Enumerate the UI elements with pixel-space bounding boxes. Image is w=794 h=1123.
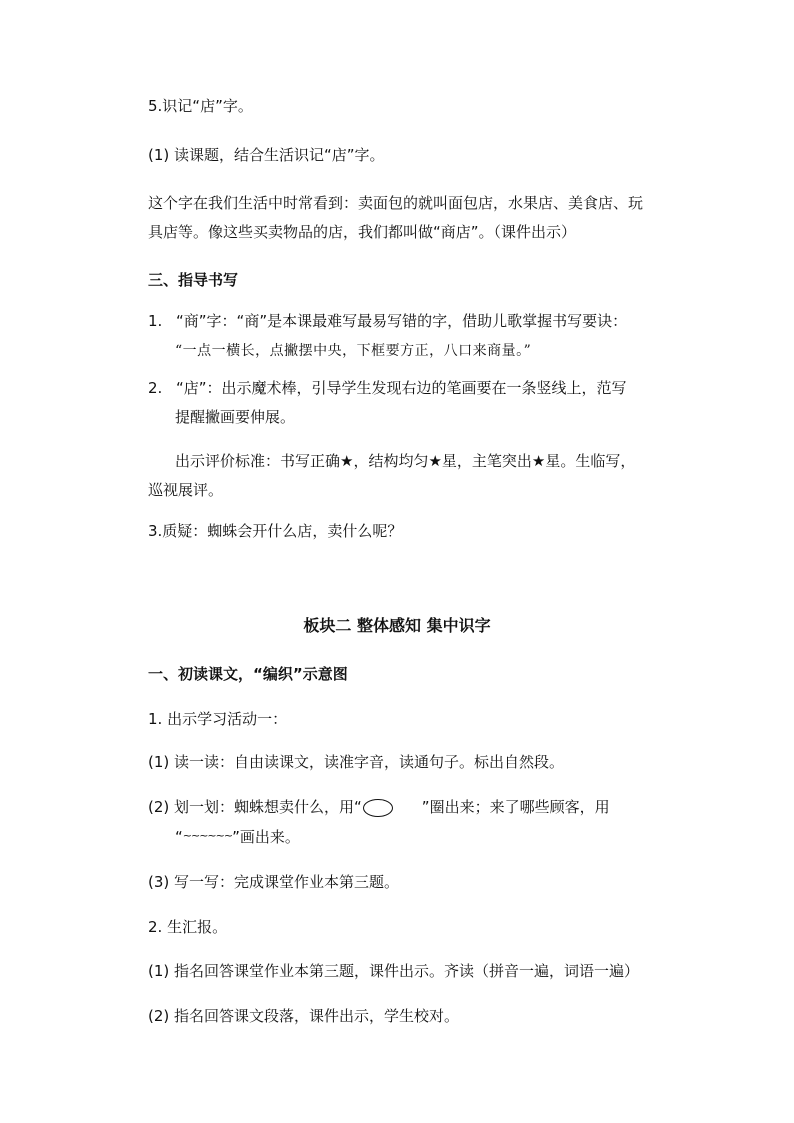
evaluation-criteria-line2: 巡视展评。 bbox=[148, 481, 224, 499]
list-item-dian-line1: “店”：出示魔术棒，引导学生发现右边的笔画要在一条竖线上，范写 bbox=[176, 379, 627, 397]
list-item-dian bbox=[148, 378, 627, 398]
wavy-underline-mark-icon: ~~~~~~ bbox=[182, 829, 233, 842]
activity-mark-part1: (2) 划一划：蜘蛛想卖什么，用“ bbox=[148, 798, 362, 816]
list-item-shang-rhyme: “一点一横长，点撇摆中央，下框要方正，八口来商量。” bbox=[175, 343, 532, 359]
paragraph-dian-explain-line1: 这个字在我们生活中时常看到：卖面包的就叫面包店，水果店、美食店、玩 bbox=[148, 194, 644, 212]
activity-mark-line2 bbox=[175, 826, 300, 847]
activity-mark bbox=[148, 797, 610, 817]
section-title-block-two: 板块二 整体感知 集中识字 bbox=[303, 616, 491, 635]
list-item-shang bbox=[148, 311, 627, 331]
report-item-two: (2) 指名回答课文段落，课件出示，学生校对。 bbox=[148, 1007, 460, 1025]
activity-write: (3) 写一写：完成课堂作业本第三题。 bbox=[148, 873, 400, 891]
evaluation-criteria-line1: 出示评价标准：书写正确★，结构均匀★星，主笔突出★星。生临写， bbox=[175, 452, 636, 470]
activity-read: (1) 读一读：自由读课文，读准字音，读通句子。标出自然段。 bbox=[148, 753, 565, 771]
list-number: 1. bbox=[148, 312, 163, 330]
paragraph-shi-ji-dian: 5.识记“店”字。 bbox=[148, 97, 253, 115]
report-item-one: (1) 指名回答课堂作业本第三题，课件出示。齐读（拼音一遍，词语一遍） bbox=[148, 962, 640, 980]
heading-zhi-dao-shu-xie: 三、指导书写 bbox=[148, 271, 239, 289]
paragraph-sheng-hui-bao: 2. 生汇报。 bbox=[148, 918, 228, 936]
heading-chu-du-ke-wen: 一、初读课文，“编织”示意图 bbox=[148, 665, 348, 683]
activity-mark-line2-text: ”画出来。 bbox=[232, 828, 300, 846]
list-item-shang-line1: “商”字：“商”是本课最难写最易写错的字，借助儿歌掌握书写要诀： bbox=[176, 312, 628, 330]
activity-mark-part2: ”圈出来；来了哪些顾客，用 bbox=[421, 798, 610, 816]
circle-mark-icon bbox=[363, 799, 393, 817]
paragraph-du-ke-ti: (1) 读课题，结合生活识记“店”字。 bbox=[148, 146, 385, 164]
quote-open: “ bbox=[175, 828, 183, 846]
paragraph-dian-explain-line2: 具店等。像这些买卖物品的店，我们都叫做“商店”。（课件出示） bbox=[148, 223, 577, 241]
paragraph-zhi-yi: 3.质疑：蜘蛛会开什么店，卖什么呢？ bbox=[148, 522, 403, 540]
list-item-dian-line2: 提醒撇画要伸展。 bbox=[175, 408, 296, 426]
paragraph-activity-one: 1. 出示学习活动一： bbox=[148, 710, 288, 728]
list-number: 2. bbox=[148, 379, 163, 397]
